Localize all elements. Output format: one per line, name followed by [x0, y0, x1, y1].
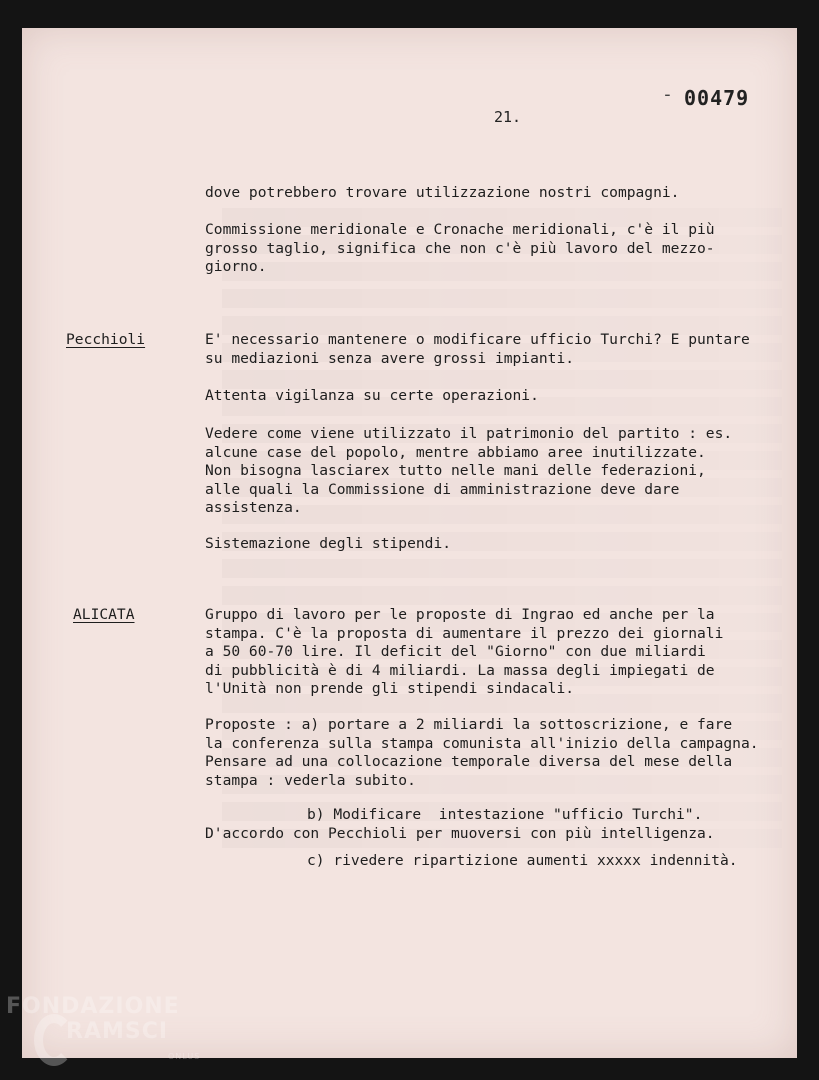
paragraph-5: Vedere come viene utilizzato il patrimonio del partito : es. alcune case del popolo, mentre abbiamo aree inutilizzate. Non bisogna lasciarex tutto nelle mani delle federazioni, alle quali la Commissione di amministrazione deve dare assistenza.: [205, 425, 733, 516]
paragraph-10: D'accordo con Pecchioli per muoversi con più intelligenza.: [205, 825, 715, 842]
watermark-line-3: ONLUS: [168, 1052, 201, 1061]
fondazione-gramsci-watermark: [6, 994, 206, 1074]
paragraph-3: E' necessario mantenere o modificare ufficio Turchi? E puntare su mediazioni senza avere grossi impianti.: [205, 331, 750, 367]
paragraph-9: b) Modificare intestazione "ufficio Turchi".: [307, 806, 703, 823]
speaker-pecchioli: Pecchioli: [66, 331, 146, 348]
page-number: 21.: [494, 108, 522, 126]
speaker-alicata: ALICATA: [73, 606, 135, 623]
paragraph-4: Attenta vigilanza su certe operazioni.: [205, 387, 539, 404]
watermark-line-2: RAMSCI: [66, 1019, 169, 1044]
stamp-dash: -: [662, 84, 673, 105]
paragraph-11: c) rivedere ripartizione aumenti xxxxx indennità.: [307, 852, 738, 869]
watermark-line-1: FONDAZIONE: [6, 994, 180, 1019]
paragraph-8: Proposte : a) portare a 2 miliardi la sottoscrizione, e fare la conferenza sulla stampa comunista all'inizio della campagna. Pensare ad una collocazione temporale diversa del mese della stampa : vederla subito.: [205, 716, 759, 789]
paragraph-6: Sistemazione degli stipendi.: [205, 535, 452, 552]
archive-stamp-number: 00479: [684, 86, 750, 110]
paragraph-2: Commissione meridionale e Cronache meridionali, c'è il più grosso taglio, significa che non c'è più lavoro del mezzo- giorno.: [205, 221, 715, 275]
paragraph-7: Gruppo di lavoro per le proposte di Ingrao ed anche per la stampa. C'è la proposta di aumentare il prezzo dei giornali a 50 60-70 lire. Il deficit del "Giorno" con due miliardi di pubblicità è di 4 miliardi. La massa degli impiegati de l'Unità non prende gli stipendi sindacali.: [205, 606, 724, 697]
paragraph-1: dove potrebbero trovare utilizzazione nostri compagni.: [205, 184, 680, 201]
